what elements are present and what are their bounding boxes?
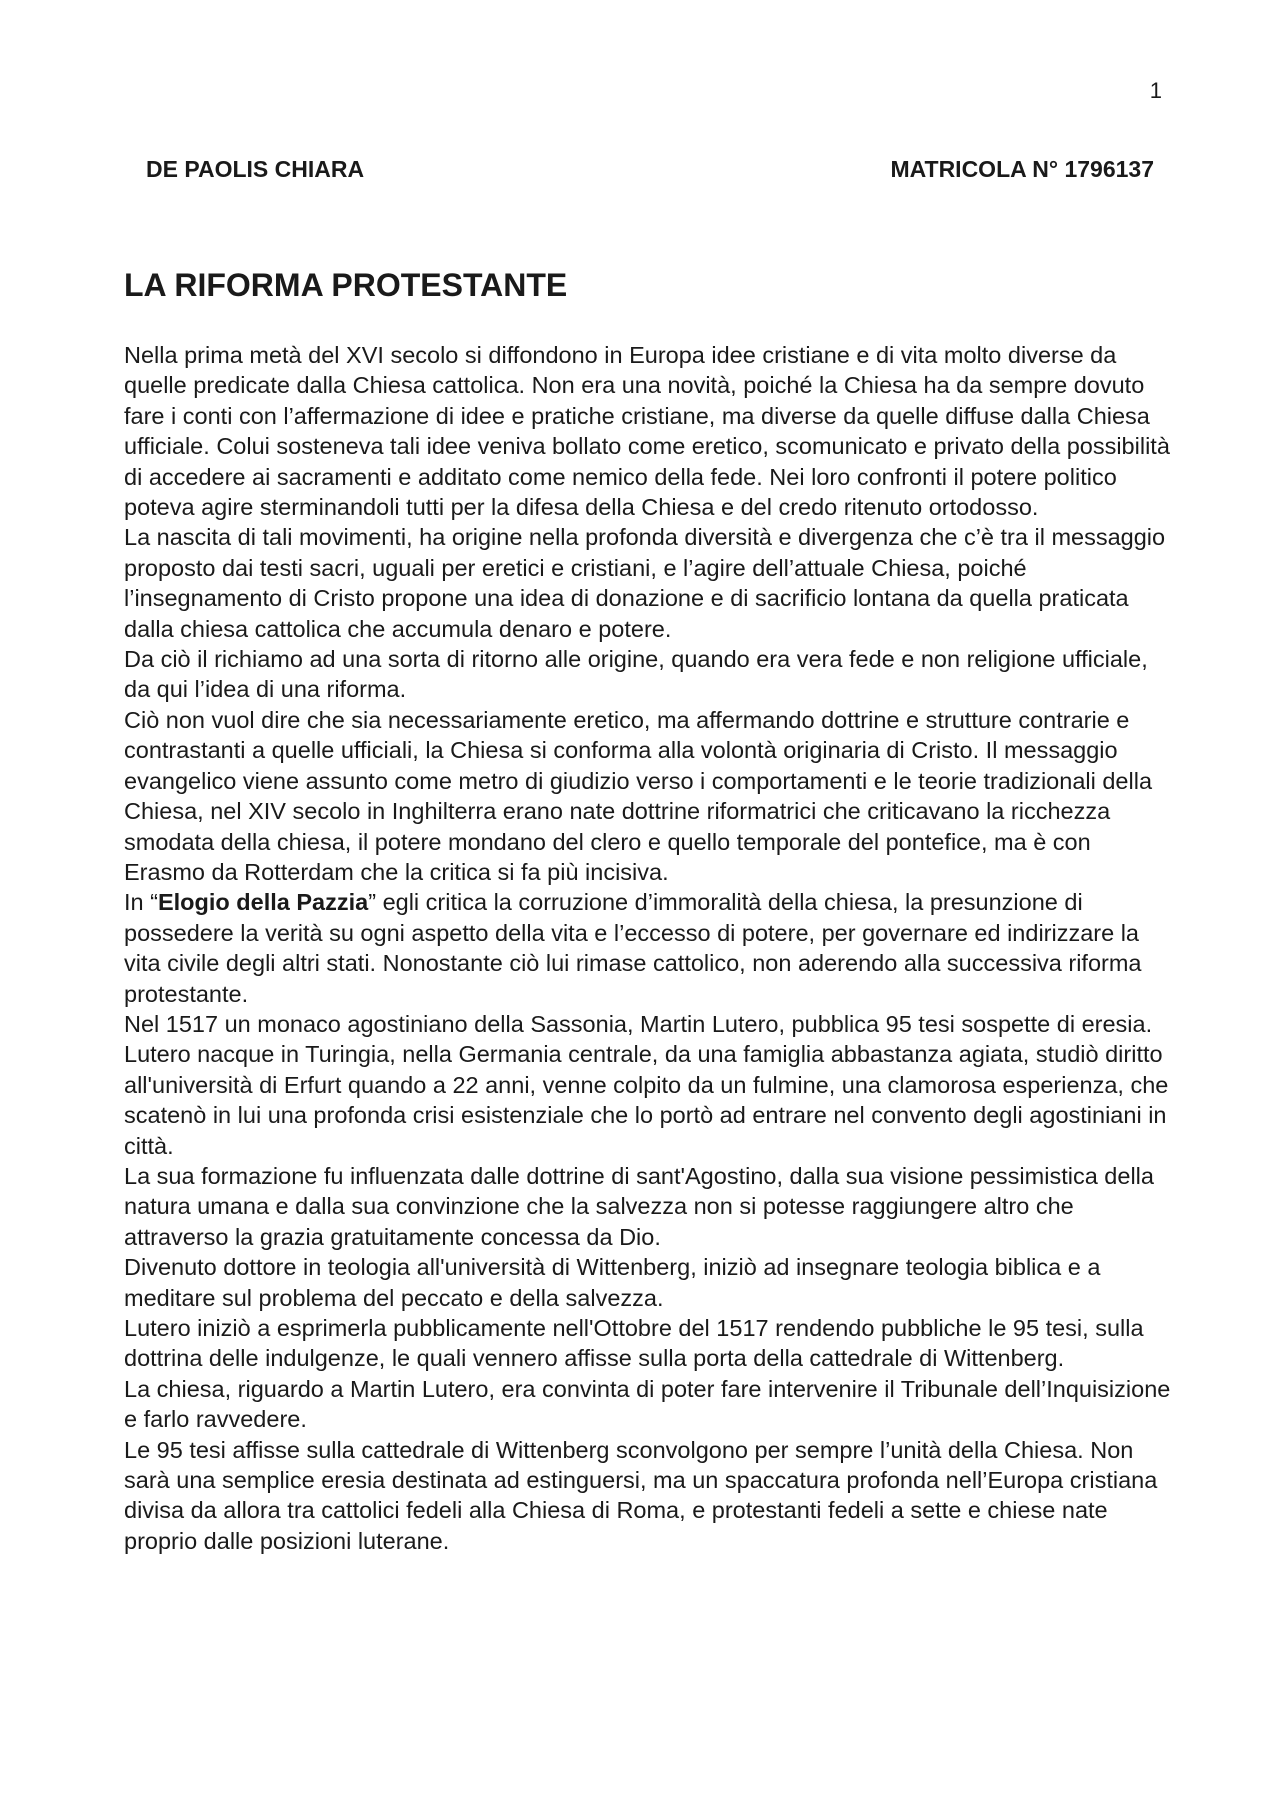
page-number: 1	[1149, 78, 1162, 103]
paragraph-7: Lutero nacque in Turingia, nella Germania centrale, da una famiglia abbastanza agiata, studiò diritto all'università di Erfurt quando a 22 anni, venne colpito da un fulmine, una clamorosa esperienza, che scatenò in lui una profonda crisi esistenziale che lo portò ad entrare nel convento degli agostiniani in città.	[124, 1041, 1169, 1159]
paragraph-6: Nel 1517 un monaco agostiniano della Sassonia, Martin Lutero, pubblica 95 tesi sospette di eresia.	[124, 1010, 1153, 1037]
book-title-emphasis: Elogio della Pazzia	[157, 889, 369, 916]
paragraph-1: Nella prima metà del XVI secolo si diffondono in Europa idee cristiane e di vita molto diverse da quelle predicate dalla Chiesa cattolica. Non era una novità, poiché la Chiesa ha da sempre dovuto fare i conti con l’affermazione di idee e pratiche cristiane, ma diverse da quelle diffuse dalla Chiesa ufficiale. Colui sosteneva tali idee veniva bollato come eretico, scomunicato e privato della possibilità di accedere ai sacramenti e additato come nemico della fede. Nei loro confronti il potere politico poteva agire sterminandoli tutti per la difesa della Chiesa e del credo ritenuto ortodosso.	[124, 342, 1170, 521]
paragraph-5-lead: In “	[124, 889, 158, 916]
paragraph-9: Divenuto dottore in teologia all'università di Wittenberg, iniziò ad insegnare teologia biblica e a meditare sul problema del peccato e della salvezza.	[124, 1254, 1101, 1311]
paragraph-3: Da ciò il richiamo ad una sorta di ritorno alle origine, quando era vera fede e non religione ufficiale, da qui l’idea di una riforma.	[124, 646, 1148, 703]
paragraph-11: La chiesa, riguardo a Martin Lutero, era convinta di poter fare intervenire il Tribunale dell’Inquisizione e farlo ravvedere.	[124, 1375, 1171, 1433]
document-title: LA RIFORMA PROTESTANTE	[124, 267, 568, 303]
student-id: MATRICOLA N° 1796137	[890, 156, 1154, 182]
paragraph-4: Ciò non vuol dire che sia necessariamente eretico, ma affermando dottrine e strutture contrarie e contrastanti a quelle ufficiali, la Chiesa si conforma alla volontà originaria di Cristo. Il messaggio evangelico viene assunto come metro di giudizio verso i comportamenti e le teorie tradizionali della Chiesa, nel XIV secolo in Inghilterra erano nate dottrine riformatrici che criticavano la ricchezza smodata della chiesa, il potere mondano del clero e quello temporale del pontefice, ma è con Erasmo da Rotterdam che la critica si fa più incisiva.	[124, 706, 1153, 885]
document-header	[146, 156, 1154, 183]
paragraph-2: La nascita di tali movimenti, ha origine nella profonda diversità e divergenza che c’è tra il messaggio proposto dai testi sacri, uguali per eretici e cristiani, e l’agire dell’attuale Chiesa, poiché l’insegnamento di Cristo propone una idea di donazione e di sacrificio lontana da quella praticata dalla chiesa cattolica che accumula denaro e potere.	[124, 524, 1166, 642]
paragraph-8: La sua formazione fu influenzata dalle dottrine di sant'Agostino, dalla sua visione pessimistica della natura umana e dalla sua convinzione che la salvezza non si potesse raggiungere altro che attraverso la grazia gratuitamente concessa da Dio.	[124, 1162, 1154, 1250]
paragraph-12: Le 95 tesi affisse sulla cattedrale di Wittenberg sconvolgono per sempre l’unità della Chiesa. Non sarà una semplice eresia destinata ad estinguersi, ma un spaccatura profonda nell’Europa cristiana divisa da allora tra cattolici fedeli alla Chiesa di Roma, e protestanti fedeli a sette e chiese nate proprio dalle posizioni luterane.	[124, 1436, 1158, 1554]
paragraph-10: Lutero iniziò a esprimerla pubblicamente nell'Ottobre del 1517 rendendo pubbliche le 95 tesi, sulla dottrina delle indulgenze, le quali vennero affisse sulla porta della cattedrale di Wittenberg.	[124, 1315, 1144, 1372]
author-name: DE PAOLIS CHIARA	[146, 156, 365, 182]
paragraph-5-rest: ” egli critica la corruzione d’immoralità della chiesa, la presunzione di possedere la verità su ogni aspetto della vita e l’eccesso di potere, per governare ed indirizzare la vita civile degli altri stati. Nonostante ciò lui rimase cattolico, non aderendo alla successiva riforma protestante.	[124, 889, 1142, 1007]
paragraph-5	[124, 887, 1174, 1009]
body-text	[124, 340, 1174, 1556]
